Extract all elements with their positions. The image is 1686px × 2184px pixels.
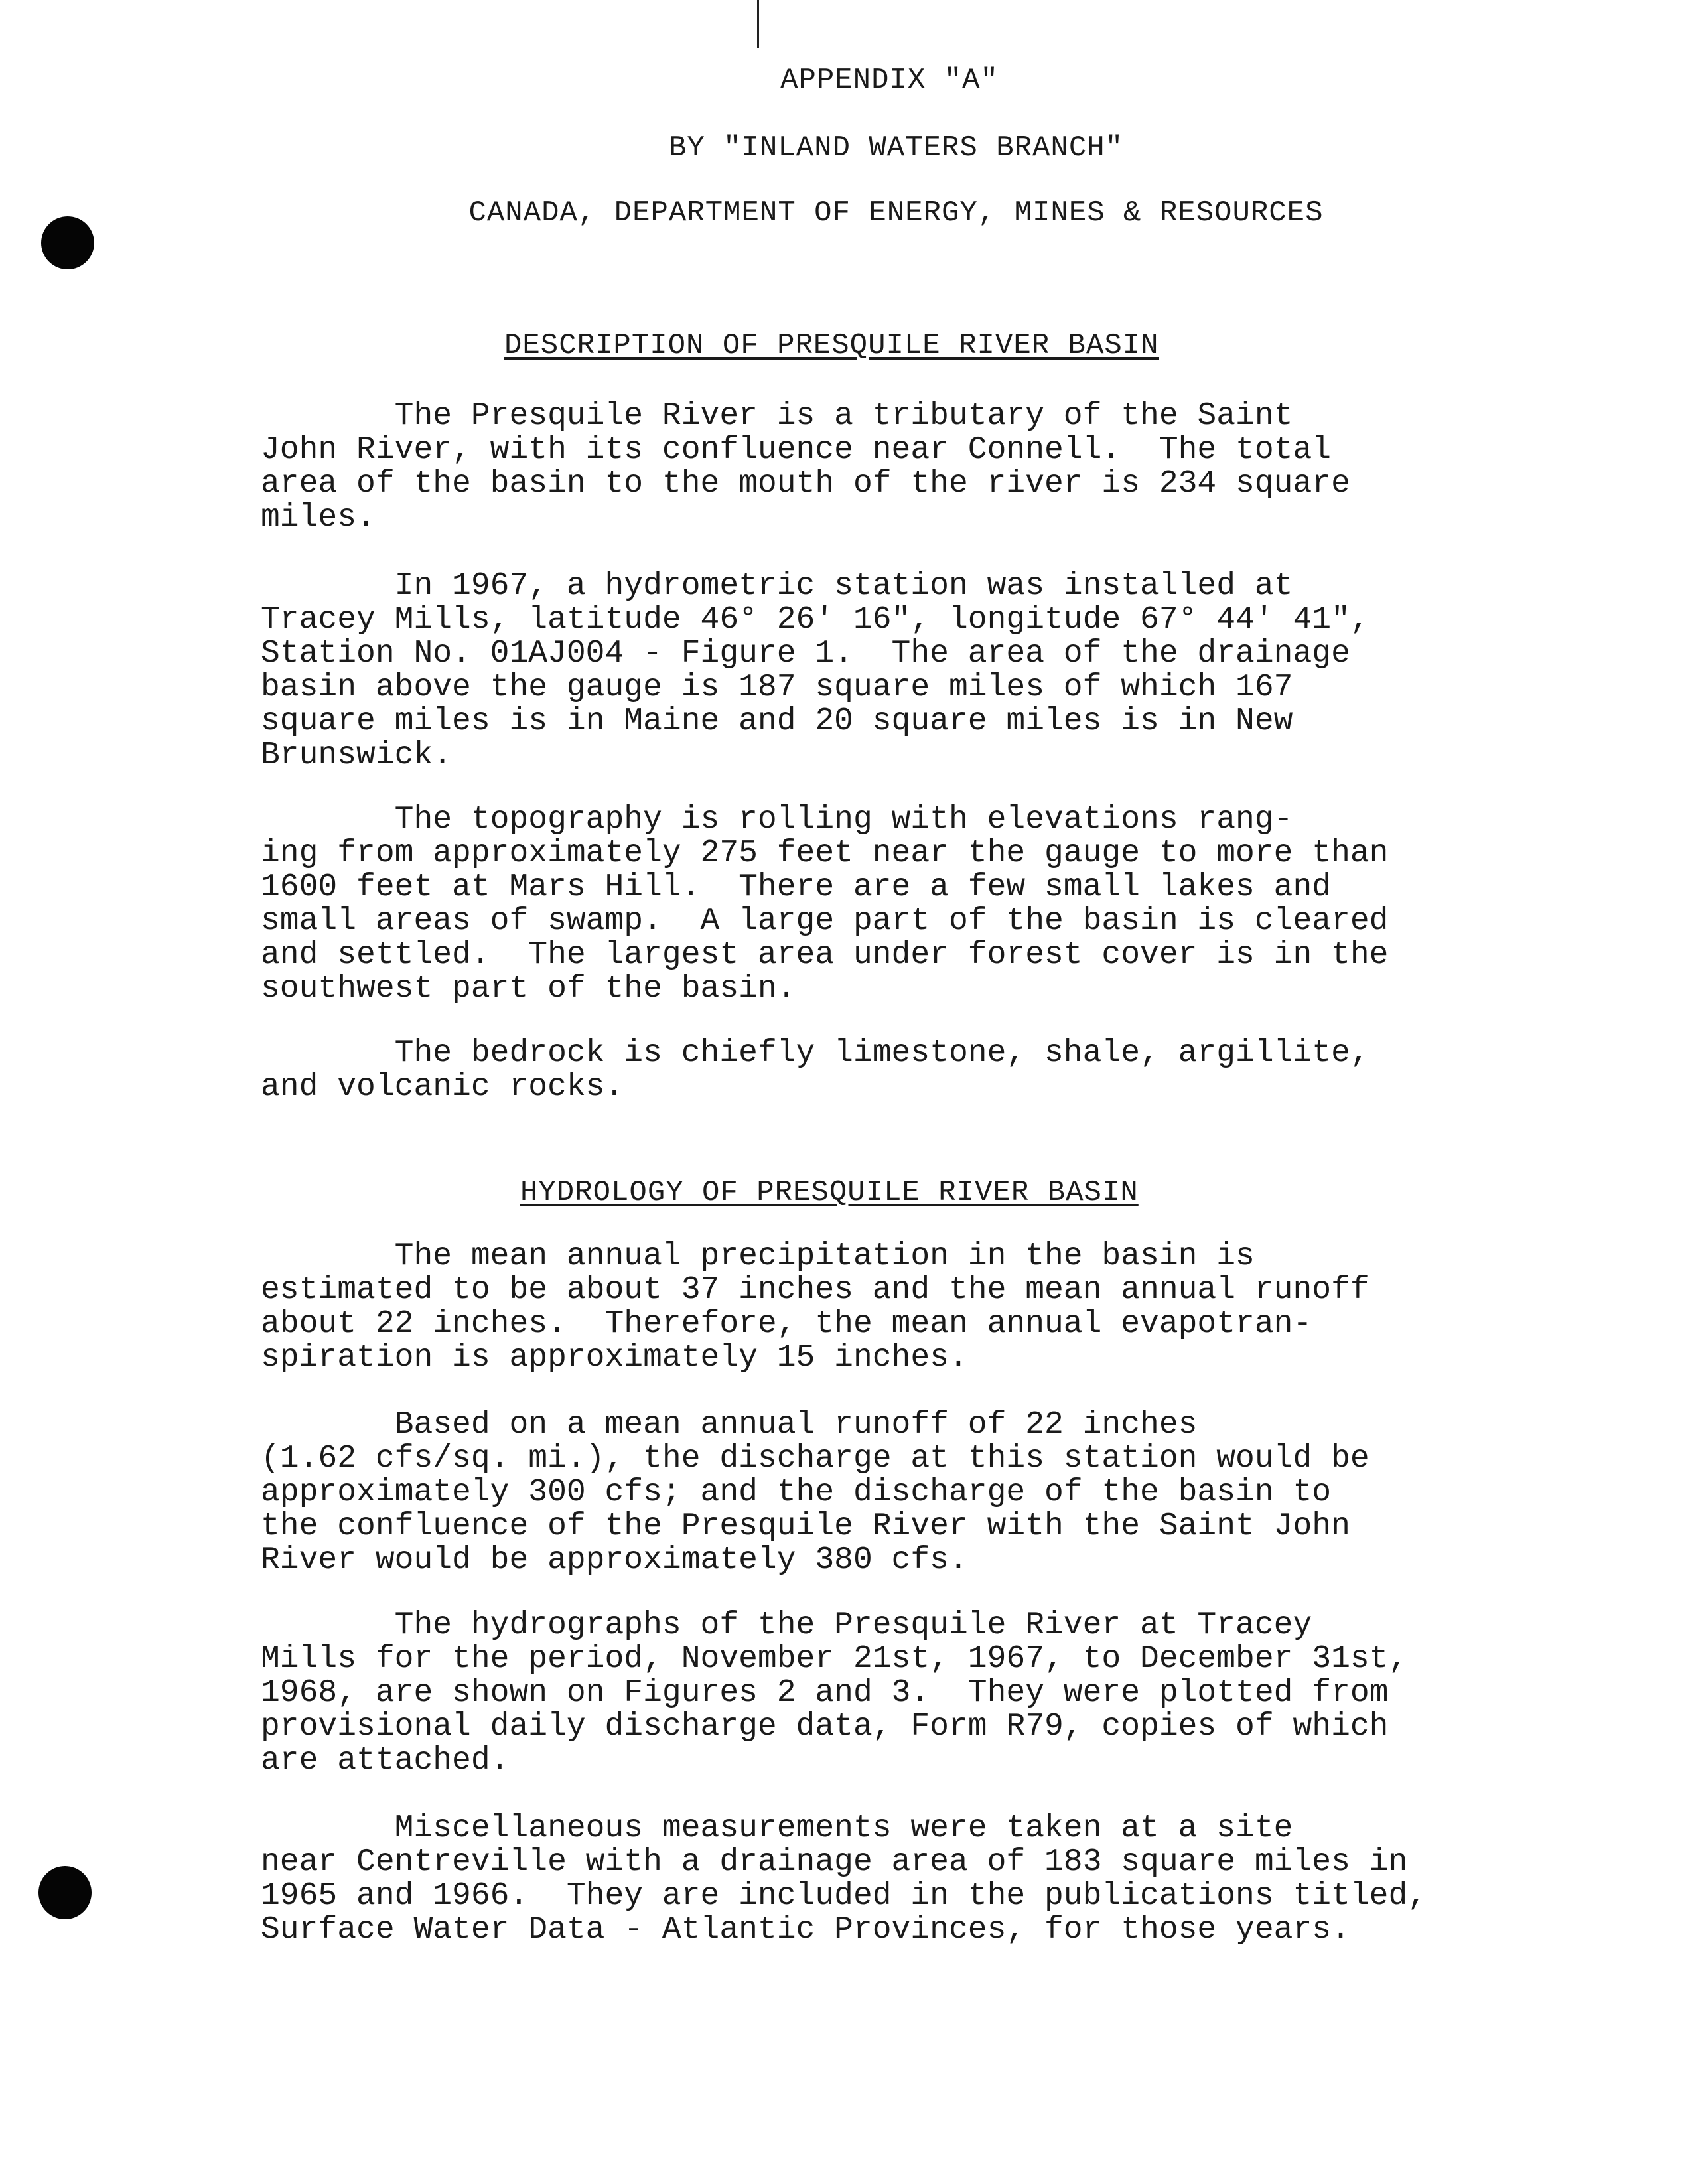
punch-hole-bottom [38, 1866, 92, 1919]
paragraph: The hydrographs of the Presquile River at Tracey Mills for the period, November 21st, 1967, to December 31st, 1968, are shown on Figures 2 and 3. They were plotted from provisional daily discharge data, Form R79, copies of which are attached. [261, 1607, 1408, 1779]
paragraph: Based on a mean annual runoff of 22 inches (1.62 cfs/sq. mi.), the discharge at this station would be approximately 300 cfs; and the discharge of the basin to the confluence of the Presquile River with the Saint John River would be approximately 380 cfs. [261, 1407, 1370, 1578]
paragraph: Miscellaneous measurements were taken at a site near Centreville with a drainage area of 183 square miles in 1965 and 1966. They are included in the publications titled, Surface Water Data - Atlantic Provinces, for those years. [261, 1810, 1427, 1948]
department-line: CANADA, DEPARTMENT OF ENERGY, MINES & RESOURCES [468, 196, 1324, 230]
section-title-hydrology: HYDROLOGY OF PRESQUILE RIVER BASIN [520, 1176, 1139, 1209]
paragraph: The topography is rolling with elevations rang- ing from approximately 275 feet near the gauge to more than 1600 feet at Mars Hill. There are a few small lakes and small areas of swamp. A large part of the basin is cleared and settled. The largest area under forest cover is in the southwest part of the basin. [261, 802, 1389, 1007]
paragraph: In 1967, a hydrometric station was installed at Tracey Mills, latitude 46° 26' 16", longitude 67° 44' 41", Station No. 01AJ004 - Figure 1. The area of the drainage basin above the gauge is 187 square miles of which 167 square miles is in Maine and 20 square miles is in New Brunswick. [261, 568, 1370, 773]
paragraph: The bedrock is chiefly limestone, shale, argillite, and volcanic rocks. [261, 1035, 1370, 1105]
appendix-title: APPENDIX "A" [780, 64, 999, 97]
paragraph: The mean annual precipitation in the basin is estimated to be about 37 inches and the mean annual runoff about 22 inches. Therefore, the mean annual evapotran- spiration is approximately 15 inches. [261, 1238, 1370, 1376]
margin-mark [757, 0, 759, 48]
paragraph: The Presquile River is a tributary of the Saint John River, with its confluence near Connell. The total area of the basin to the mouth of the river is 234 square miles. [261, 398, 1350, 536]
section-title-description: DESCRIPTION OF PRESQUILE RIVER BASIN [504, 329, 1159, 362]
branch-line: BY "INLAND WATERS BRANCH" [668, 131, 1124, 165]
